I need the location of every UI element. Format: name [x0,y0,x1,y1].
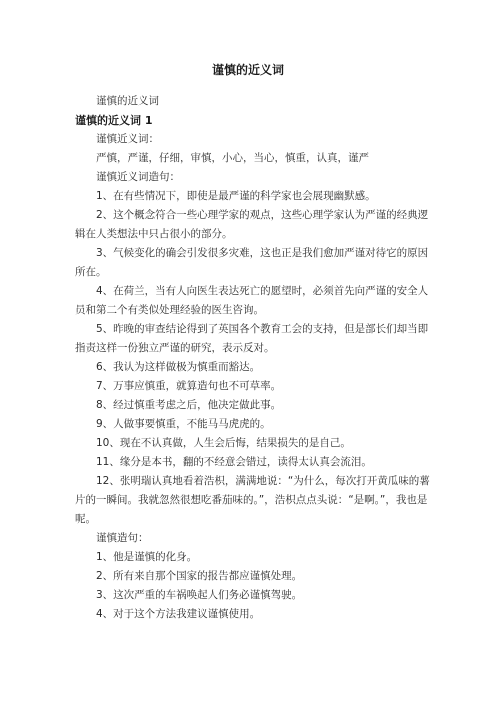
paragraph: 10、现在不认真做，人生会后悔，结果损失的是自己。 [96,437,351,449]
document-title: 谨慎的近义词 [211,63,284,77]
paragraph: 2、这个概念符合一些心理学家的观点，这些心理学家认为严谨的经典逻辑在人类想法中只占很小的部分。 [75,209,429,240]
paragraph: 严慎，严谨，仔细，审慎，小心，当心，慎重，认真，谨严 [96,152,369,164]
paragraph: 8、经过慎重考虑之后，他决定做此事。 [96,399,282,411]
document-body [75,92,435,624]
paragraph: 3、这次严重的车祸唤起人们务必谨慎驾驶。 [96,589,303,601]
paragraph: 谨慎近义词： [96,133,159,145]
paragraph: 6、我认为这样做极为慎重而豁达。 [96,361,261,373]
paragraph: 1、在有些情况下，即使是最严谨的科学家也会展现幽默感。 [96,190,376,202]
paragraph: 7、万事应慎重，就算造句也不可草率。 [96,380,282,392]
paragraph: 谨慎近义词造句： [96,171,180,183]
paragraph: 11、缘分是本书，翻的不经意会错过，读得太认真会流泪。 [96,456,372,468]
paragraph: 9、人做事要慎重，不能马马虎虎的。 [96,418,271,430]
section-heading: 谨慎的近义词 1 [75,114,153,127]
paragraph: 2、所有来自那个国家的报告都应谨慎处理。 [96,570,303,582]
paragraph: 3、气候变化的确会引发很多灾难，这也正是我们愈加严谨对待它的原因所在。 [75,247,429,278]
paragraph: 谨慎造句： [96,532,149,544]
document-subtitle: 谨慎的近义词 [96,95,159,107]
paragraph: 5、昨晚的审查结论得到了英国各个教育工会的支持，但是部长们却当即指责这样一份独立严谨的研究，表示反对。 [75,323,429,354]
paragraph: 1、他是谨慎的化身。 [96,551,198,563]
paragraph: 12、张明瑞认真地看着浩枳，满满地说：“为什么，每次打开黄瓜味的薯片的一瞬间。我就忽然很想吃番茄味的。”，浩枳点点头说：“是啊。”，我也是呢。 [75,475,430,525]
paragraph: 4、在荷兰，当有人向医生表达死亡的愿望时，必须首先向严谨的安全人员和第二个有类似处理经验的医生咨询。 [75,285,429,316]
paragraph: 4、对于这个方法我建议谨慎使用。 [96,608,261,620]
